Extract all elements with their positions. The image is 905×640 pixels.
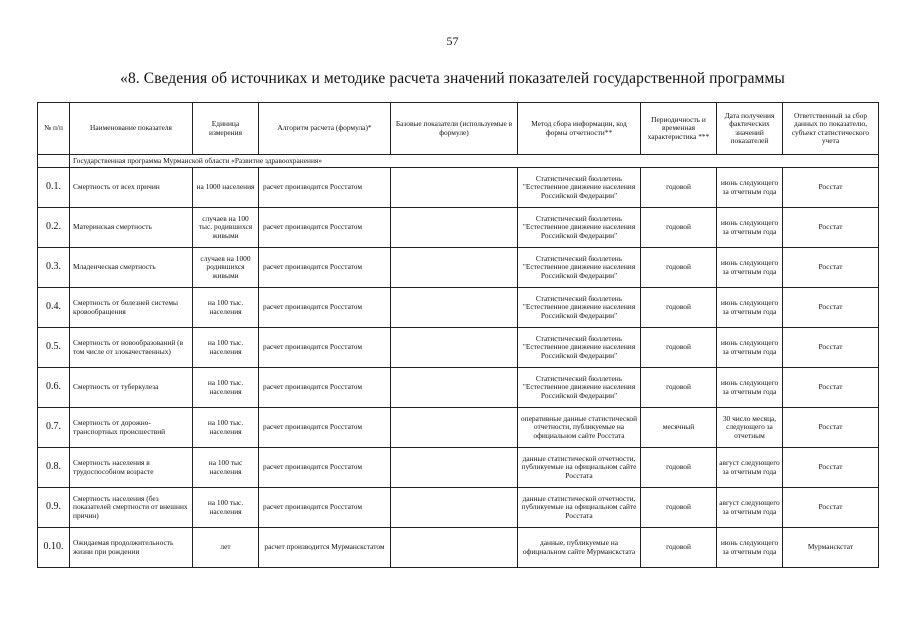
algorithm-cell: расчет производится Росстатом: [259, 208, 391, 248]
header-algorithm: Алгоритм расчета (формула)*: [259, 103, 391, 155]
row-number-cell: 0.9.: [38, 488, 70, 528]
indicator-name-cell: Младенческая смертность: [70, 248, 193, 288]
algorithm-cell: расчет производится Росстатом: [259, 168, 391, 208]
responsible-cell: Росстат: [783, 368, 879, 408]
header-number: № п/п: [38, 103, 70, 155]
base-indicators-cell: [391, 488, 518, 528]
row-number-cell: 0.2.: [38, 208, 70, 248]
periodicity-cell: годовой: [641, 288, 717, 328]
table-row: [38, 328, 879, 368]
section-title: «8. Сведения об источниках и методике расчета значений показателей государственной программы: [120, 70, 785, 87]
collection-method-cell: данные статистической отчетности, публикуемые на официальном сайте Росстата: [518, 448, 641, 488]
periodicity-cell: месячный: [641, 408, 717, 448]
base-indicators-cell: [391, 368, 518, 408]
header-responsible: Ответственный за сбор данных по показателю, субъект статистического учета: [783, 103, 879, 155]
responsible-cell: Росстат: [783, 448, 879, 488]
table-row: [38, 448, 879, 488]
base-indicators-cell: [391, 448, 518, 488]
header-periodicity: Периодичность и временная характеристика ***: [641, 103, 717, 155]
row-number-cell: 0.3.: [38, 248, 70, 288]
date-cell: июнь следующего за отчетным года: [717, 528, 783, 568]
periodicity-cell: годовой: [641, 248, 717, 288]
collection-method-cell: данные статистической отчетности, публикуемые на официальном сайте Росстата: [518, 488, 641, 528]
header-collection-method: Метод сбора информации, код формы отчетности**: [518, 103, 641, 155]
base-indicators-cell: [391, 528, 518, 568]
date-cell: июнь следующего за отчетным года: [717, 368, 783, 408]
collection-method-cell: данные, публикуемые на официальном сайте Мурманскстата: [518, 528, 641, 568]
unit-cell: лет: [193, 528, 259, 568]
collection-method-cell: оперативные данные статистической отчетности, публикуемые на официальном сайте Росстата: [518, 408, 641, 448]
collection-method-cell: Статистический бюллетень "Естественное движение населения Российской Федерации": [518, 288, 641, 328]
indicator-name-cell: Смертность от всех причин: [70, 168, 193, 208]
collection-method-cell: Статистический бюллетень "Естественное движение населения Российской Федерации": [518, 248, 641, 288]
responsible-cell: Росстат: [783, 288, 879, 328]
row-number-cell: 0.8.: [38, 448, 70, 488]
responsible-cell: Росстат: [783, 488, 879, 528]
date-cell: июнь следующего за отчетным года: [717, 208, 783, 248]
base-indicators-cell: [391, 288, 518, 328]
unit-cell: случаев на 1000 родившихся живыми: [193, 248, 259, 288]
table-row: [38, 528, 879, 568]
indicator-name-cell: Смертность от туберкулеза: [70, 368, 193, 408]
responsible-cell: Росстат: [783, 328, 879, 368]
table-row: [38, 168, 879, 208]
algorithm-cell: расчет производится Росстатом: [259, 248, 391, 288]
base-indicators-cell: [391, 168, 518, 208]
indicator-name-cell: Смертность населения (без показателей смертности от внешних причин): [70, 488, 193, 528]
page-number: 57: [446, 34, 459, 48]
table-row: [38, 288, 879, 328]
indicator-name-cell: Смертность от новообразований (в том числе от злокачественных): [70, 328, 193, 368]
responsible-cell: Росстат: [783, 408, 879, 448]
algorithm-cell: расчет производится Росстатом: [259, 328, 391, 368]
collection-method-cell: Статистический бюллетень "Естественное движение населения Российской Федерации": [518, 168, 641, 208]
unit-cell: на 1000 населения: [193, 168, 259, 208]
header-base-indicators: Базовые показатели (используемые в формуле): [391, 103, 518, 155]
unit-cell: случаев на 100 тыс. родившихся живыми: [193, 208, 259, 248]
row-number-cell: 0.10.: [38, 528, 70, 568]
indicator-name-cell: Смертность населения в трудоспособном возрасте: [70, 448, 193, 488]
periodicity-cell: годовой: [641, 208, 717, 248]
row-number-cell: 0.7.: [38, 408, 70, 448]
unit-cell: на 100 тыс. населения: [193, 488, 259, 528]
responsible-cell: Мурманскстат: [783, 528, 879, 568]
collection-method-cell: Статистический бюллетень "Естественное движение населения Российской Федерации": [518, 208, 641, 248]
program-name: Государственная программа Мурманской области «Развитие здравоохранения»: [70, 155, 879, 168]
periodicity-cell: годовой: [641, 328, 717, 368]
unit-cell: на 100 тыс. населения: [193, 408, 259, 448]
algorithm-cell: расчет производится Росстатом: [259, 408, 391, 448]
base-indicators-cell: [391, 208, 518, 248]
periodicity-cell: годовой: [641, 448, 717, 488]
unit-cell: на 100 тыс населения: [193, 448, 259, 488]
row-number-cell: 0.6.: [38, 368, 70, 408]
table-row: [38, 368, 879, 408]
date-cell: июнь следующего за отчетным года: [717, 288, 783, 328]
table-row: [38, 208, 879, 248]
header-date: Дата получения фактических значений показателей: [717, 103, 783, 155]
header-indicator-name: Наименование показателя: [70, 103, 193, 155]
algorithm-cell: расчет производится Росстатом: [259, 448, 391, 488]
responsible-cell: Росстат: [783, 168, 879, 208]
date-cell: июнь следующего за отчетным года: [717, 168, 783, 208]
program-row: [38, 155, 879, 168]
algorithm-cell: расчет производится Мурманскстатом: [259, 528, 391, 568]
table-row: [38, 248, 879, 288]
unit-cell: на 100 тыс. населения: [193, 288, 259, 328]
row-number-cell: 0.1.: [38, 168, 70, 208]
periodicity-cell: годовой: [641, 528, 717, 568]
date-cell: июнь следующего за отчетным года: [717, 328, 783, 368]
row-number-cell: 0.5.: [38, 328, 70, 368]
indicator-name-cell: Ожидаемая продолжительность жизни при рождении: [70, 528, 193, 568]
algorithm-cell: расчет производится Росстатом: [259, 288, 391, 328]
header-unit: Единица измерения: [193, 103, 259, 155]
periodicity-cell: годовой: [641, 168, 717, 208]
indicator-name-cell: Смертность от болезней системы кровообращения: [70, 288, 193, 328]
indicator-name-cell: Смертность от дорожно-транспортных происшествий: [70, 408, 193, 448]
responsible-cell: Росстат: [783, 208, 879, 248]
collection-method-cell: Статистический бюллетень "Естественное движение населения Российской Федерации": [518, 368, 641, 408]
responsible-cell: Росстат: [783, 248, 879, 288]
table-row: [38, 408, 879, 448]
date-cell: август следующего за отчетным года: [717, 448, 783, 488]
periodicity-cell: годовой: [641, 368, 717, 408]
periodicity-cell: годовой: [641, 488, 717, 528]
indicator-name-cell: Материнская смертность: [70, 208, 193, 248]
date-cell: 30 число месяца, следующего за отчетным: [717, 408, 783, 448]
date-cell: август следующего за отчетным года: [717, 488, 783, 528]
collection-method-cell: Статистический бюллетень "Естественное движение населения Российской Федерации": [518, 328, 641, 368]
table-header-row: [38, 103, 879, 155]
base-indicators-cell: [391, 248, 518, 288]
unit-cell: на 100 тыс. населения: [193, 368, 259, 408]
indicator-table: [37, 102, 879, 568]
row-number-cell: 0.4.: [38, 288, 70, 328]
algorithm-cell: расчет производится Росстатом: [259, 368, 391, 408]
date-cell: июнь следующего за отчетным года: [717, 248, 783, 288]
base-indicators-cell: [391, 328, 518, 368]
unit-cell: на 100 тыс. населения: [193, 328, 259, 368]
program-row-empty-cell: [38, 155, 70, 168]
base-indicators-cell: [391, 408, 518, 448]
algorithm-cell: расчет производится Росстатом: [259, 488, 391, 528]
table-row: [38, 488, 879, 528]
